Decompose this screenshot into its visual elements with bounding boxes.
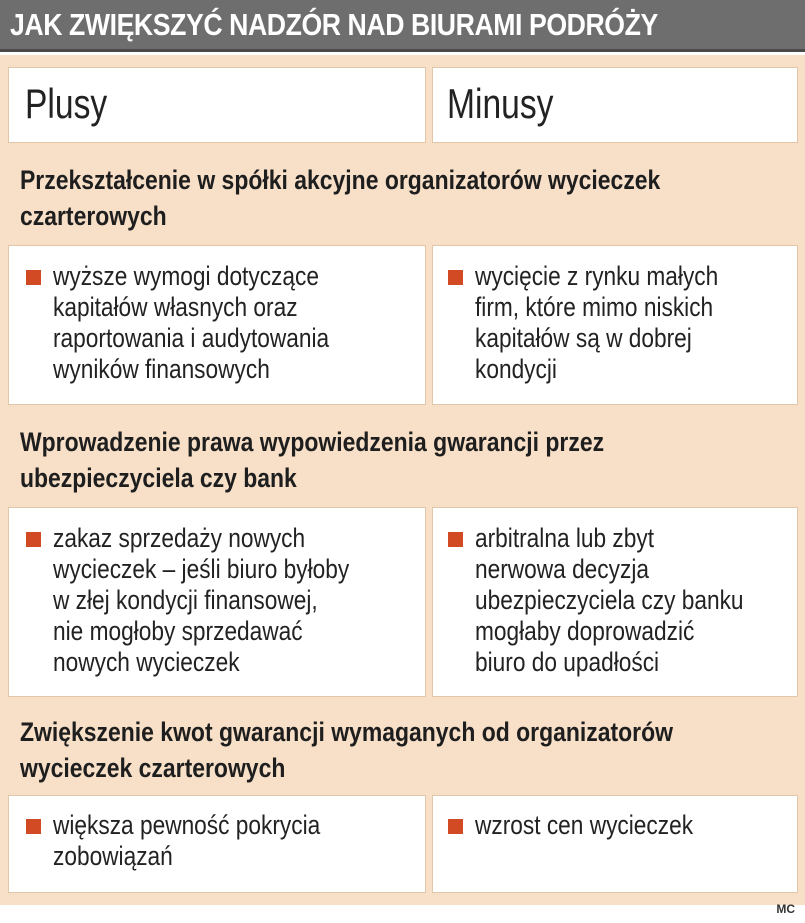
- section-1-minus-text: wycięcie z rynku małych firm, które mimo niskich kapitałów są w dobrej kondycji: [475, 261, 719, 384]
- section-title-3: Zwiększenie kwot gwarancji wymaganych od organizatorów wycieczek czarterowych: [20, 717, 673, 783]
- minus-header: Minusy: [447, 80, 554, 127]
- section-3-minus-cell: [432, 795, 798, 893]
- author-credit: MC: [776, 902, 795, 916]
- section-1-minus-cell: [432, 245, 798, 405]
- minus-header-cell: [432, 67, 798, 143]
- bullet-icon: [26, 819, 41, 834]
- section-2-plus-cell: [8, 507, 426, 697]
- section-3-plus-cell: [8, 795, 426, 893]
- bullet-icon: [448, 270, 463, 285]
- section-3-minus-text: wzrost cen wycieczek: [475, 810, 694, 840]
- section-title-1: Przekształcenie w spółki akcyjne organizatorów wycieczek czarterowych: [20, 165, 661, 231]
- plus-header: Plusy: [25, 80, 108, 127]
- section-2-plus-text: zakaz sprzedaży nowych wycieczek – jeśli biuro byłoby w złej kondycji finansowej, nie mogłoby sprzedawać nowych wycieczek: [53, 523, 350, 677]
- section-1-plus-cell: [8, 245, 426, 405]
- plus-header-cell: [8, 67, 426, 143]
- section-2-minus-text: arbitralna lub zbyt nerwowa decyzja ubezpieczyciela czy banku mogłaby doprowadzić biuro do upadłości: [475, 523, 744, 677]
- comparison-panel: [0, 55, 805, 905]
- section-2-minus-cell: [432, 507, 798, 697]
- bullet-icon: [26, 270, 41, 285]
- bullet-icon: [448, 819, 463, 834]
- bullet-icon: [26, 532, 41, 547]
- section-1-plus-text: wyższe wymogi dotyczące kapitałów własnych oraz raportowania i audytowania wyników finansowych: [53, 261, 330, 384]
- page-title: JAK ZWIĘKSZYĆ NADZÓR NAD BIURAMI PODRÓŻY: [10, 7, 658, 42]
- section-title-2: Wprowadzenie prawa wypowiedzenia gwarancji przez ubezpieczyciela czy bank: [20, 427, 605, 493]
- section-3-plus-text: większa pewność pokrycia zobowiązań: [53, 810, 321, 871]
- bullet-icon: [448, 532, 463, 547]
- title-bar: [0, 0, 805, 52]
